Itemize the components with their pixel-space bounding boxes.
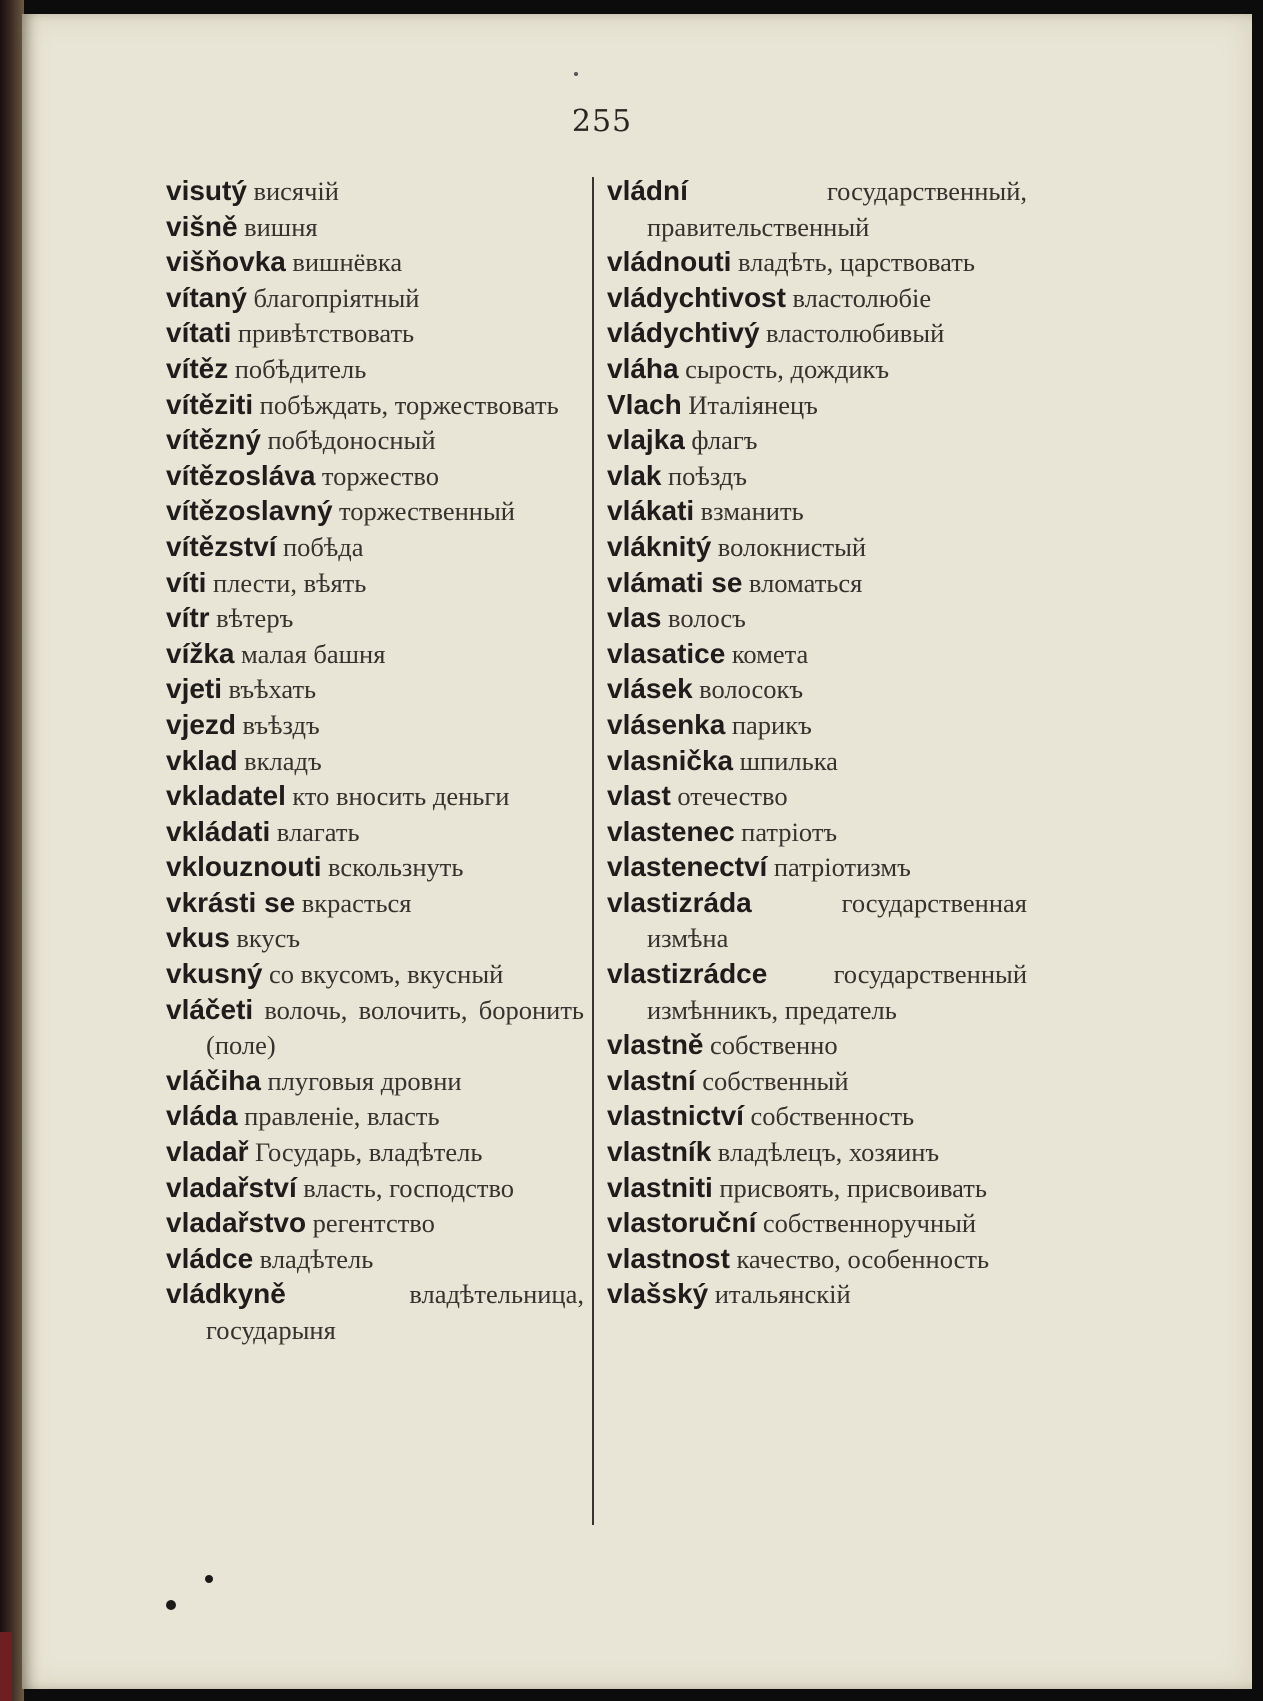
- dictionary-entry: [166, 993, 584, 1064]
- dictionary-entry: [607, 1099, 1027, 1135]
- dictionary-entry: [166, 530, 584, 566]
- entry-headword: vítr: [166, 602, 210, 634]
- entry-translation: малая башня: [241, 638, 386, 669]
- entry-headword: vítězoslavný: [166, 495, 333, 527]
- entry-translation: вишня: [244, 211, 318, 242]
- dictionary-entry: [166, 174, 584, 210]
- entry-headword: vlast: [607, 780, 671, 812]
- entry-headword: vláda: [166, 1100, 238, 1132]
- entry-headword: vítaný: [166, 281, 247, 313]
- entry-headword: vlastní: [607, 1064, 696, 1096]
- entry-translation: торжество: [321, 460, 439, 491]
- dictionary-entry: [607, 1171, 1027, 1207]
- dictionary-entry: [166, 1171, 584, 1207]
- entry-translation: патріотъ: [741, 816, 838, 847]
- entry-translation: патріотизмъ: [773, 852, 911, 883]
- entry-headword: vladařství: [166, 1171, 297, 1203]
- entry-translation: парикъ: [731, 709, 812, 740]
- entry-translation: побѣдитель: [234, 353, 367, 384]
- column-divider: [592, 177, 594, 1525]
- entry-headword: vlajka: [607, 424, 685, 456]
- entry-headword: vlasatice: [607, 637, 726, 669]
- right-column: [607, 174, 1027, 1313]
- entry-translation: флагъ: [691, 425, 758, 456]
- entry-headword: vládní: [607, 175, 688, 206]
- entry-translation: присвоять, присвоивать: [719, 1172, 987, 1203]
- entry-translation: регентство: [312, 1208, 435, 1239]
- entry-headword: vládkyně: [166, 1278, 286, 1310]
- entry-headword: vlastoruční: [607, 1207, 757, 1239]
- entry-headword: vkládati: [166, 815, 271, 847]
- entry-translation: плуговыя дровни: [267, 1065, 462, 1096]
- entry-headword: vlas: [607, 602, 662, 634]
- entry-headword: vladařstvo: [166, 1207, 307, 1239]
- entry-translation: висячій: [253, 176, 339, 206]
- entry-translation: государственный, правительственный: [647, 176, 1027, 242]
- entry-translation: побѣждать, торжествовать: [259, 389, 559, 420]
- entry-headword: vítězný: [166, 424, 261, 456]
- dictionary-entry: [166, 388, 584, 424]
- entry-translation: кто вносить деньги: [292, 781, 510, 812]
- entry-headword: víti: [166, 566, 207, 598]
- entry-headword: vlákati: [607, 495, 695, 527]
- entry-headword: vlastizrádce: [607, 958, 768, 990]
- entry-headword: vítězosláva: [166, 459, 316, 491]
- entry-translation: отечество: [677, 781, 788, 812]
- entry-headword: vítěz: [166, 352, 229, 384]
- entry-translation: владѣлецъ, хозяинъ: [717, 1137, 940, 1168]
- dictionary-entry: [607, 1277, 1027, 1313]
- dictionary-entry: [166, 779, 584, 815]
- dictionary-entry: [166, 494, 584, 530]
- entry-headword: vítěziti: [166, 388, 254, 420]
- dictionary-entry: [607, 316, 1027, 352]
- entry-translation: вломаться: [748, 567, 863, 598]
- entry-translation: со вкусомъ, вкусный: [269, 959, 504, 990]
- entry-translation: побѣда: [283, 531, 364, 562]
- entry-translation: шпилька: [739, 745, 838, 776]
- entry-headword: vlastně: [607, 1029, 704, 1061]
- dictionary-entry: [166, 921, 584, 957]
- entry-headword: vlašský: [607, 1278, 709, 1310]
- entry-headword: vlastenectví: [607, 851, 768, 883]
- entry-translation: Государь, владѣтель: [255, 1137, 483, 1168]
- entry-translation: влагать: [276, 816, 360, 847]
- binding-ribbon: [0, 1632, 12, 1701]
- entry-translation: плести, вѣять: [212, 567, 367, 598]
- entry-translation: власть, господство: [303, 1172, 515, 1203]
- entry-headword: vkus: [166, 922, 230, 954]
- dictionary-entry: [607, 423, 1027, 459]
- entry-headword: vklouznouti: [166, 851, 322, 883]
- entry-headword: vkusný: [166, 958, 263, 990]
- entry-translation: волокнистый: [717, 531, 867, 562]
- print-speck: [166, 1600, 176, 1610]
- entry-headword: vládychtivost: [607, 281, 786, 313]
- dictionary-entry: [607, 1206, 1027, 1242]
- entry-headword: vkladatel: [166, 780, 286, 812]
- dictionary-entry: [166, 957, 584, 993]
- entry-headword: vklad: [166, 744, 238, 776]
- entry-translation: привѣтствовать: [237, 318, 415, 349]
- entry-headword: vláha: [607, 352, 679, 384]
- entry-translation: властолюбивый: [766, 318, 945, 349]
- entry-translation: комета: [731, 638, 809, 669]
- print-speck: [574, 72, 578, 76]
- dictionary-entry: [166, 672, 584, 708]
- entry-translation: вишнёвка: [292, 247, 403, 278]
- dictionary-entry: [166, 850, 584, 886]
- entry-headword: vlastniti: [607, 1171, 713, 1203]
- print-speck: [205, 1575, 213, 1583]
- dictionary-entry: [166, 886, 584, 922]
- dictionary-entry: [607, 601, 1027, 637]
- dictionary-entry: [607, 1242, 1027, 1278]
- entry-translation: собственно: [710, 1030, 838, 1061]
- dictionary-entry: [166, 1277, 584, 1348]
- entry-translation: государственная измѣна: [647, 887, 1027, 954]
- entry-translation: волосокъ: [699, 674, 804, 705]
- dictionary-entry: [607, 245, 1027, 281]
- entry-headword: vládychtivý: [607, 317, 760, 349]
- dictionary-entry: [607, 530, 1027, 566]
- entry-headword: vlásek: [607, 673, 693, 705]
- entry-translation: собственность: [750, 1101, 915, 1132]
- entry-translation: въѣхать: [228, 674, 317, 705]
- entry-translation: государственный измѣнникъ, предатель: [647, 959, 1027, 1025]
- entry-translation: собственноручный: [762, 1208, 977, 1239]
- dictionary-entry: [607, 388, 1027, 424]
- dictionary-entry: [607, 352, 1027, 388]
- dictionary-entry: [166, 1242, 584, 1278]
- entry-translation: собственный: [702, 1065, 849, 1096]
- entry-translation: Италіянецъ: [688, 389, 818, 420]
- entry-translation: властолюбіе: [792, 282, 932, 313]
- entry-headword: vlastenec: [607, 815, 735, 847]
- entry-headword: vláčiha: [166, 1064, 261, 1096]
- dictionary-entry: [607, 850, 1027, 886]
- entry-translation: владѣтельница, государыня: [206, 1279, 584, 1345]
- entry-translation: побѣдоносный: [267, 425, 436, 456]
- dictionary-entry: [166, 352, 584, 388]
- entry-translation: вскользнуть: [328, 852, 464, 883]
- dictionary-entry: [607, 1064, 1027, 1100]
- dictionary-entry: [607, 174, 1027, 245]
- dictionary-entry: [166, 1206, 584, 1242]
- left-column: [166, 174, 584, 1349]
- entry-headword: višňovka: [166, 246, 286, 278]
- entry-translation: въѣздъ: [242, 709, 320, 740]
- entry-translation: волосъ: [668, 603, 746, 634]
- dictionary-entry: [166, 637, 584, 673]
- entry-headword: vlastník: [607, 1136, 712, 1168]
- dictionary-entry: [607, 494, 1027, 530]
- entry-headword: vlastizráda: [607, 886, 752, 918]
- entry-headword: vítězství: [166, 530, 277, 562]
- book-binding: [0, 0, 24, 1701]
- dictionary-entry: [607, 672, 1027, 708]
- entry-translation: владѣтель: [259, 1243, 374, 1274]
- entry-headword: vlastnictví: [607, 1100, 744, 1132]
- entry-translation: взманить: [700, 496, 804, 527]
- dictionary-entry: [166, 601, 584, 637]
- entry-translation: вкладъ: [244, 745, 322, 776]
- entry-headword: vlásenka: [607, 708, 726, 740]
- dictionary-entry: [166, 1064, 584, 1100]
- entry-headword: vjezd: [166, 708, 237, 740]
- dictionary-entry: [607, 886, 1027, 957]
- entry-headword: vlasnička: [607, 744, 734, 776]
- dictionary-entry: [166, 815, 584, 851]
- entry-headword: vláknitý: [607, 530, 712, 562]
- entry-headword: visutý: [166, 175, 247, 206]
- dictionary-entry: [607, 957, 1027, 1028]
- entry-headword: vkrásti se: [166, 886, 296, 918]
- entry-translation: волочь, волочить, боронить (поле): [206, 994, 584, 1061]
- entry-headword: vlak: [607, 459, 662, 491]
- entry-translation: качество, особенность: [736, 1243, 990, 1274]
- entry-translation: поѣздъ: [668, 460, 747, 491]
- dictionary-entry: [166, 210, 584, 246]
- page-number: 255: [571, 104, 633, 139]
- dictionary-entry: [607, 708, 1027, 744]
- dictionary-entry: [166, 708, 584, 744]
- entry-translation: торжественный: [339, 496, 515, 527]
- entry-translation: вкрасться: [301, 887, 412, 918]
- entry-headword: vlastnost: [607, 1242, 730, 1274]
- entry-headword: vladař: [166, 1136, 249, 1168]
- dictionary-entry: [607, 744, 1027, 780]
- entry-headword: Vlach: [607, 388, 682, 420]
- entry-headword: vížka: [166, 637, 235, 669]
- entry-translation: вкусъ: [236, 923, 301, 954]
- dictionary-entry: [166, 316, 584, 352]
- dictionary-entry: [607, 637, 1027, 673]
- dictionary-entry: [607, 281, 1027, 317]
- entry-translation: благопріятный: [253, 282, 420, 313]
- dictionary-entry: [166, 423, 584, 459]
- dictionary-entry: [607, 459, 1027, 495]
- entry-translation: владѣть, царствовать: [737, 247, 975, 278]
- dictionary-entry: [607, 566, 1027, 602]
- dictionary-entry: [607, 1135, 1027, 1171]
- dictionary-entry: [166, 1135, 584, 1171]
- dictionary-entry: [166, 1099, 584, 1135]
- entry-translation: итальянскій: [714, 1279, 851, 1310]
- dictionary-entry: [166, 566, 584, 602]
- dictionary-entry: [166, 744, 584, 780]
- entry-headword: vládnouti: [607, 246, 732, 278]
- dictionary-entry: [166, 281, 584, 317]
- entry-headword: vládce: [166, 1242, 254, 1274]
- dictionary-entry: [607, 815, 1027, 851]
- entry-translation: вѣтеръ: [216, 603, 294, 634]
- dictionary-entry: [607, 779, 1027, 815]
- dictionary-page: [22, 14, 1252, 1689]
- entry-headword: vlámati se: [607, 566, 743, 598]
- entry-translation: правленіе, власть: [244, 1101, 440, 1132]
- dictionary-entry: [166, 245, 584, 281]
- entry-translation: сырость, дождикъ: [685, 353, 890, 384]
- entry-headword: vláčeti: [166, 993, 254, 1025]
- entry-headword: vjeti: [166, 673, 223, 705]
- dictionary-entry: [166, 459, 584, 495]
- entry-headword: višně: [166, 210, 238, 242]
- entry-headword: vítati: [166, 317, 232, 349]
- dictionary-entry: [607, 1028, 1027, 1064]
